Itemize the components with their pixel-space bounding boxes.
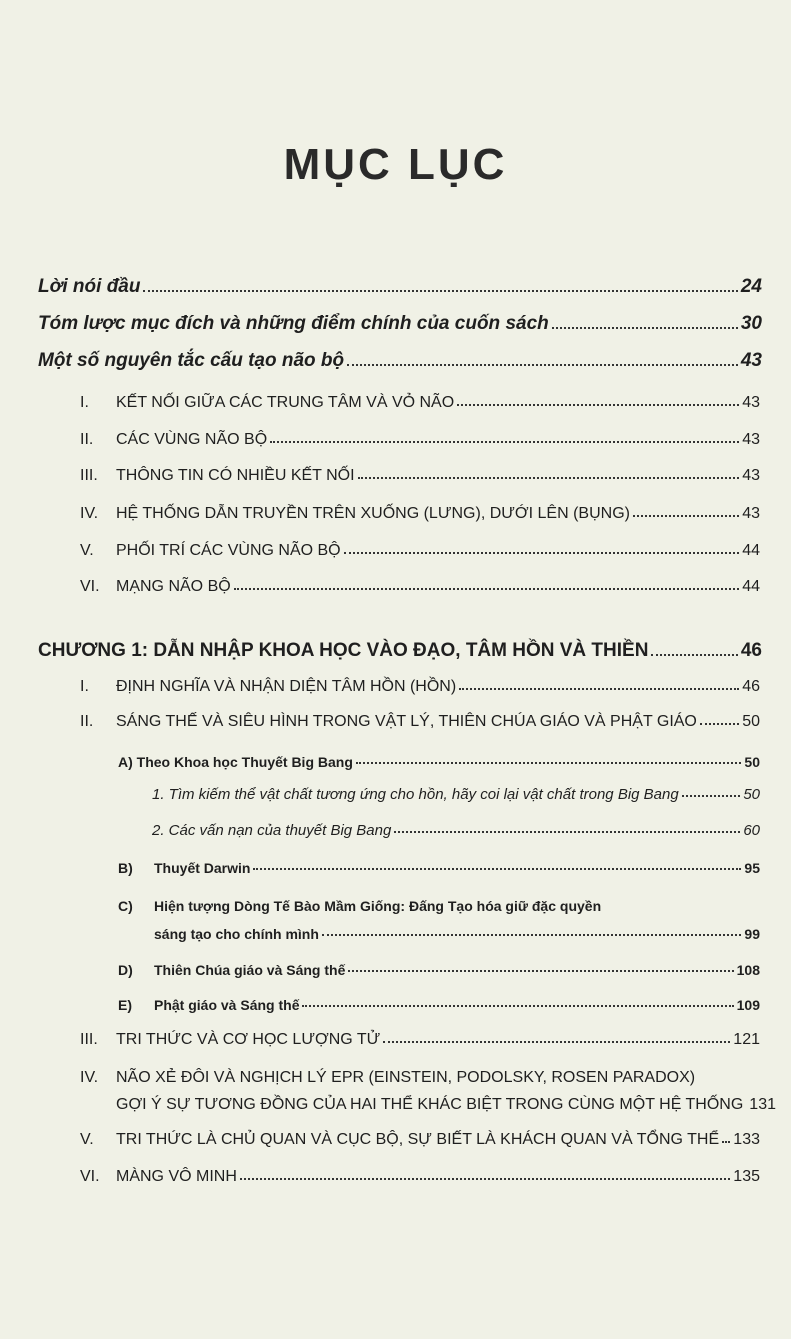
toc-entry-ch1-2[interactable]: II. SÁNG THẾ VÀ SIÊU HÌNH TRONG VẬT LÝ, THIÊN CHÚA GIÁO VÀ PHẬT GIÁO 50	[80, 713, 760, 730]
toc-entry-front-2[interactable]: II. CÁC VÙNG NÃO BỘ 43	[80, 431, 760, 448]
toc-entry-front-1[interactable]: I. KẾT NỐI GIỮA CÁC TRUNG TÂM VÀ VỎ NÃO 43	[80, 394, 760, 411]
toc-entry-summary[interactable]: Tóm lược mục đích và những điểm chính của cuốn sách 30	[38, 313, 762, 334]
toc-entry-sub-e[interactable]: E) Phật giáo và Sáng thế 109	[118, 997, 760, 1013]
toc-entry-ch1-4-line2[interactable]: GỢI Ý SỰ TƯƠNG ĐỒNG CỦA HAI THỂ KHÁC BIỆT TRONG CÙNG MỘT HỆ THỐNG 131	[116, 1096, 776, 1113]
toc-entry-sub-d[interactable]: D) Thiên Chúa giáo và Sáng thế 108	[118, 962, 760, 978]
toc-entry-ch1-4-line1[interactable]: IV. NÃO XẺ ĐÔI VÀ NGHỊCH LÝ EPR (EINSTEIN, PODOLSKY, ROSEN PARADOX)	[80, 1069, 696, 1086]
toc-entry-front-3[interactable]: III. THÔNG TIN CÓ NHIỀU KẾT NỐI 43	[80, 467, 760, 484]
toc-entry-ch1-1[interactable]: I. ĐỊNH NGHĨA VÀ NHẬN DIỆN TÂM HỒN (HỒN) 46	[80, 678, 760, 695]
toc-entry-sub-a[interactable]: A) Theo Khoa học Thuyết Big Bang 50	[118, 754, 760, 770]
toc-entry-ch1-3[interactable]: III. TRI THỨC VÀ CƠ HỌC LƯỢNG TỬ 121	[80, 1031, 760, 1048]
toc-entry-sub-a-2[interactable]: 2. Các vấn nạn của thuyết Big Bang 60	[152, 822, 760, 839]
toc-entry-sub-a-1[interactable]: 1. Tìm kiếm thể vật chất tương ứng cho hồn, hãy coi lại vật chất trong Big Bang 50	[152, 786, 760, 803]
toc-entry-principles[interactable]: Một số nguyên tắc cấu tạo não bộ 43	[38, 350, 762, 371]
toc-entry-preface[interactable]: Lời nói đầu 24	[38, 276, 762, 297]
toc-entry-front-5[interactable]: V. PHỐI TRÍ CÁC VÙNG NÃO BỘ 44	[80, 542, 760, 559]
toc-entry-sub-c-line2[interactable]: sáng tạo cho chính mình 99	[154, 926, 760, 942]
toc-entry-front-6[interactable]: VI. MẠNG NÃO BỘ 44	[80, 578, 760, 595]
toc-entry-ch1-6[interactable]: VI. MÀNG VÔ MINH 135	[80, 1168, 760, 1185]
toc-entry-sub-c-line1[interactable]: C) Hiện tượng Dòng Tế Bào Mầm Giống: Đấng Tạo hóa giữ đặc quyền	[118, 898, 602, 914]
toc-entry-sub-b[interactable]: B) Thuyết Darwin 95	[118, 860, 760, 876]
toc-entry-ch1-5[interactable]: V. TRI THỨC LÀ CHỦ QUAN VÀ CỤC BỘ, SỰ BIẾT LÀ KHÁCH QUAN VÀ TỔNG THỂ 133	[80, 1131, 760, 1148]
toc-entry-front-4[interactable]: IV. HỆ THỐNG DẪN TRUYỀN TRÊN XUỐNG (LƯNG), DƯỚI LÊN (BỤNG) 43	[80, 505, 760, 522]
page-title: MỤC LỤC	[283, 140, 508, 189]
toc-chapter-1[interactable]: CHƯƠNG 1: DẪN NHẬP KHOA HỌC VÀO ĐẠO, TÂM HỒN VÀ THIỀN 46	[38, 640, 762, 661]
